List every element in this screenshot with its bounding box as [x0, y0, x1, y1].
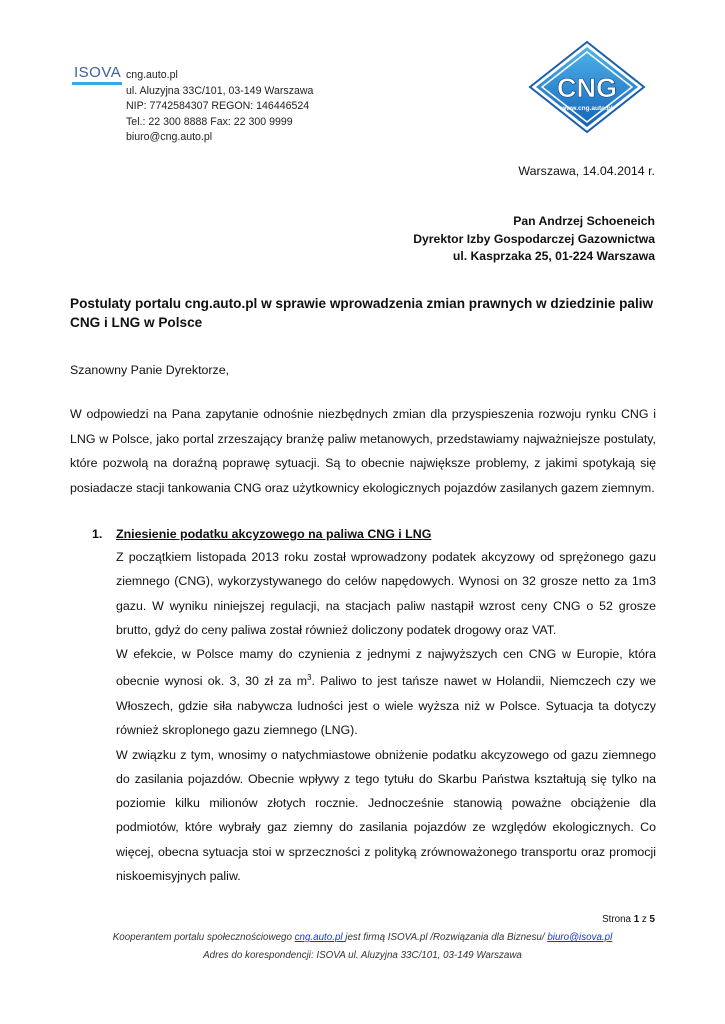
section-1-paragraph-2: [116, 642, 656, 742]
letter-date: Warszawa, 14.04.2014 r.: [518, 164, 655, 178]
section-1-paragraph-2-b: . Paliwo to jest tańsze nawet w Holandii, Niemczech czy we Włoszech, gdzie siła nabywcza ludności jest o wiele wyższa niż w Polsce. Sytuacja ta dotyczy również skroplonego gazu ziemnego (LNG).: [116, 674, 656, 738]
section-1-body: [116, 545, 656, 888]
recipient-address: ul. Kasprzaka 25, 01-224 Warszawa: [452, 249, 655, 263]
section-1-paragraph-3: W związku z tym, wnosimy o natychmiastowe obniżenie podatku akcyzowego od gazu ziemnego do zasilania pojazdów. Obecnie wpływy z tego tytułu do Skarbu Państwa kształtują się tylko na poziomie kilku milionów złotych rocznie. Jednocześnie stanowią poważne obciążenie dla podmiotów, które wybrały gaz ziemny do zasilania pojazdów ze względów ekologicznych. Co więcej, obecna sytuacja stoi w sprzeczności z polityką zrównoważonego transportu oraz promocji niskoemisyjnych paliw.: [116, 747, 656, 883]
section-1-number: 1.: [92, 527, 103, 541]
footer-link-email[interactable]: biuro@isova.pl: [547, 932, 613, 943]
footer-text-b: jest firmą ISOVA.pl /Rozwiązania dla Biznesu/: [345, 932, 548, 943]
sender-address: ul. Aluzyjna 33C/101, 03-149 Warszawa: [126, 84, 314, 97]
page-total: 5: [649, 914, 655, 925]
recipient-position: Dyrektor Izby Gospodarczej Gazownictwa: [413, 231, 655, 246]
sender-email: biuro@cng.auto.pl: [126, 131, 213, 144]
cng-logo-subtext: www.cng.auto.pl: [561, 105, 613, 112]
sender-website: cng.auto.pl: [126, 69, 178, 81]
section-1-title: Zniesienie podatku akcyzowego na paliwa CNG i LNG: [116, 527, 432, 541]
cng-logo: [528, 40, 646, 134]
sender-contact: [126, 68, 313, 146]
page-sep: z: [641, 914, 647, 925]
page-label: Strona: [602, 914, 631, 925]
isova-logo: [72, 66, 122, 92]
salutation: Szanowny Panie Dyrektorze,: [70, 363, 230, 377]
footer-text-a: Kooperantem portalu społecznościowego: [112, 932, 295, 943]
recipient-block: [413, 213, 655, 266]
footer-cooperation-line: [0, 932, 725, 943]
recipient-name: Pan Andrzej Schoeneich: [513, 214, 655, 228]
section-1-heading: [92, 523, 656, 545]
sender-phone: Tel.: 22 300 8888 Fax: 22 300 9999: [126, 115, 293, 128]
superscript-3: 3: [307, 673, 312, 683]
footer-link-cng[interactable]: cng.auto.pl: [294, 932, 346, 943]
cng-logo-text: CNG: [557, 73, 617, 103]
section-1: [92, 523, 656, 888]
section-1-paragraph-2-a: W efekcie, w Polsce mamy do czynienia z jednymi z najwyższych cen CNG w Europie, która obecnie wynosi ok. 3, 30 zł za m: [116, 647, 656, 689]
footer-address-line: Adres do korespondencji: ISOVA ul. Aluzyjna 33C/101, 03-149 Warszawa: [203, 950, 522, 961]
letter-title: Postulaty portalu cng.auto.pl w sprawie wprowadzenia zmian prawnych w dziedzinie paliw CNG i LNG w Polsce: [70, 296, 654, 330]
page-number: [602, 914, 655, 925]
page-current: 1: [633, 914, 640, 925]
isova-logo-bar: [72, 82, 122, 85]
section-1-paragraph-1: Z początkiem listopada 2013 roku został wprowadzony podatek akcyzowy od sprężonego gazu ziemnego (CNG), wykorzystywanego do celów napędowych. Wynosi on 32 grosze netto za 1m3 gazu. W wyniku niniejszej regulacji, na stacjach paliw nastąpił wzrost ceny CNG o 52 grosze brutto, gdyż do ceny paliwa został również doliczony podatek drogowy oraz VAT.: [116, 550, 656, 637]
sender-ids: NIP: 7742584307 REGON: 146446524: [126, 100, 310, 113]
isova-logo-text: ISOVA: [74, 64, 122, 81]
intro-paragraph: W odpowiedzi na Pana zapytanie odnośnie niezbędnych zmian dla przyspieszenia rozwoju rynku CNG i LNG w Polsce, jako portal zrzeszający branżę paliw metanowych, przedstawiamy najważniejsze postulaty, które pozwolą na doraźną poprawę sytuacji. Są to obecnie największe problemy, z jakimi spotykają się posiadacze stacji tankowania CNG oraz użytkownicy ekologicznych pojazdów zasilanych gazem ziemnym.: [70, 407, 656, 495]
